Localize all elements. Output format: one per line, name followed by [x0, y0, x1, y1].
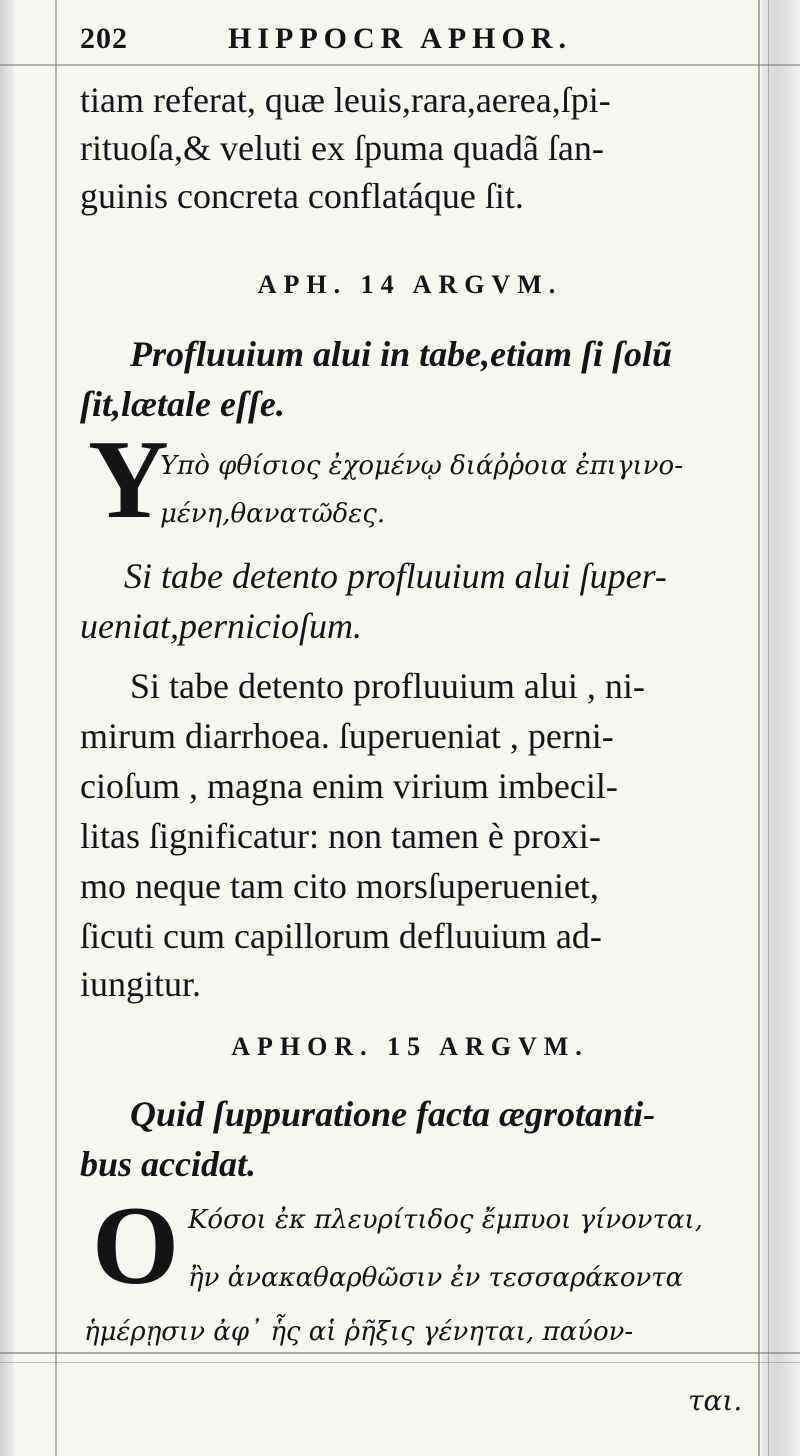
catchword: ται. — [688, 1384, 743, 1417]
running-title: HIPPOCR APHOR. — [228, 22, 572, 55]
continuation-line: guinis concreta conflatáque ſit. — [80, 176, 524, 216]
continuation-line: rituoſa,& veluti ex ſpuma quadã ſan- — [80, 128, 604, 168]
aphorism-15-greek-line: ἢν ἀνακαθαρθῶσιν ἐν τεσσαράκοντα — [188, 1263, 684, 1293]
aphorism-14-greek-line: Υπὸ φθίσιος ἐχομένῳ διάῤῥοια ἐπιγινο- — [160, 451, 683, 481]
footer-rule-secondary — [0, 1362, 800, 1363]
aphorism-15-heading: APHOR. 15 ARGVM. — [231, 1032, 589, 1061]
aphorism-14-commentary-line: mirum diarrhoea. ſuperueniat , perni- — [80, 716, 614, 756]
page-edge-rule-right — [768, 0, 769, 1456]
page-number: 202 — [80, 22, 128, 55]
aphorism-14-commentary-line: mo neque tam cito morsſuperueniet, — [80, 866, 599, 906]
scan-left-edge — [0, 0, 14, 1456]
page-header — [80, 22, 720, 62]
aphorism-14-commentary-line: Si tabe detento profluuium alui , ni- — [130, 666, 645, 706]
aphorism-15-greek-line: ἡμέρῃσιν ἀφ᾽ ἧς αἱ ῥῆξις γένηται, παύον- — [84, 1317, 634, 1347]
aphorism-14-argument-line: Profluuium alui in tabe,etiam ſi ſolũ — [130, 334, 673, 374]
aphorism-15-greek-line: Κόσοι ἐκ πλευρίτιδος ἔμπυοι γίνονται, — [188, 1205, 703, 1235]
continuation-line: tiam referat, quæ leuis,rara,aerea,ſpi- — [80, 80, 611, 120]
aphorism-14-greek-line: μένη,θανατῶδες. — [160, 499, 386, 529]
aphorism-15-argument-line: Quid ſuppuratione facta ægrotanti- — [130, 1094, 656, 1134]
aphorism-14-drop-capital: Y — [88, 418, 169, 542]
aphorism-14-commentary-line: ſicuti cum capillorum defluuium ad- — [80, 916, 602, 956]
aphorism-14-commentary-line: iungitur. — [80, 964, 202, 1004]
aphorism-14-latin-line: ueniat,pernicioſum. — [80, 606, 362, 646]
aphorism-14-latin-line: Si tabe detento profluuium alui ſuper- — [124, 556, 667, 596]
page-margin-rule-left — [55, 0, 57, 1456]
aphorism-14-argument-line: ſit,lætale eſſe. — [80, 384, 285, 424]
footer-rule — [0, 1352, 800, 1354]
aphorism-14-commentary-line: litas ſignificatur: non tamen è proxi- — [80, 816, 601, 856]
aphorism-14-heading: APH. 14 ARGVM. — [257, 270, 563, 299]
aphorism-15-argument-line: bus accidat. — [80, 1144, 256, 1184]
aphorism-15-drop-capital: O — [92, 1184, 180, 1308]
aphorism-14-commentary-line: cioſum , magna enim virium imbecil- — [80, 766, 618, 806]
header-rule — [0, 64, 800, 66]
